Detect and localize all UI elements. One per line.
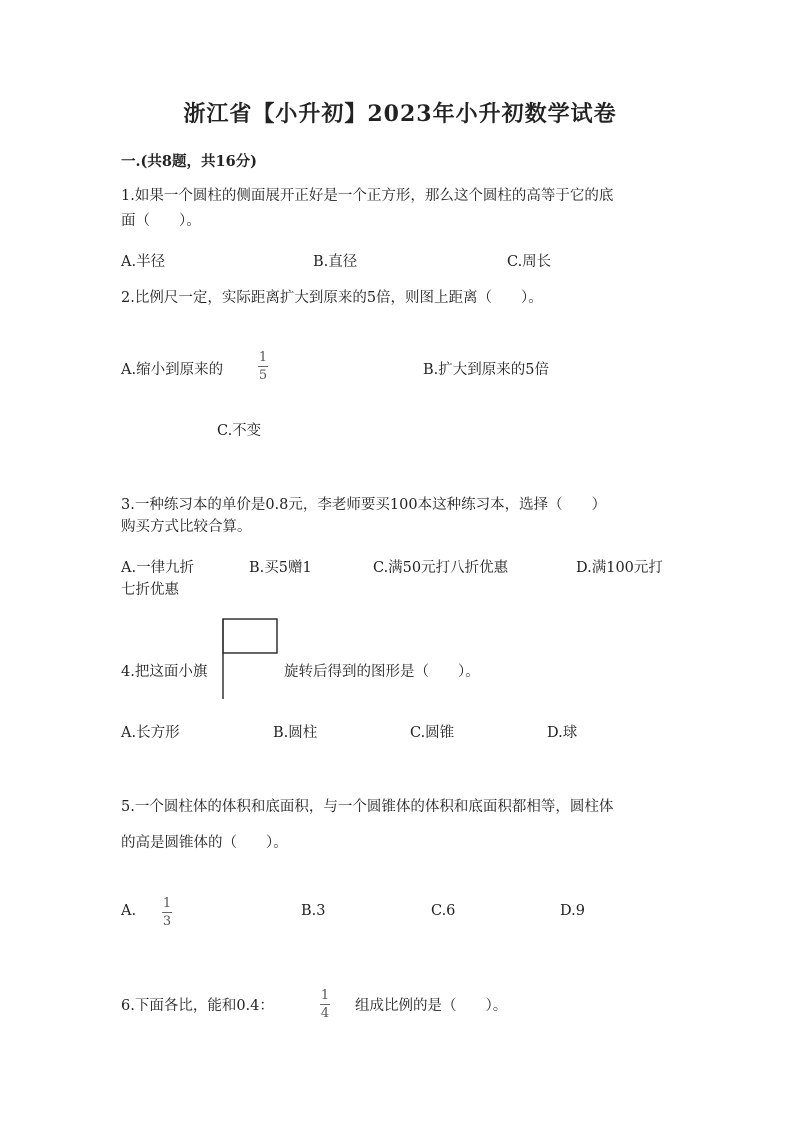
q5-stem-line2: 的高是圆锥体的（ ）。 (121, 835, 288, 851)
q2-option-a-fraction (255, 351, 271, 382)
q1-stem-line2: 面（ ）。 (121, 213, 201, 229)
q6-stem-suffix: 组成比例的是（ ）。 (355, 998, 508, 1014)
q4-option-a: A.长方形 (121, 725, 180, 741)
fraction-numerator: 1 (258, 350, 268, 365)
q2-option-b: B.扩大到原来的5倍 (423, 362, 549, 378)
page-title: 浙江省【小升初】2023年小升初数学试卷 (183, 101, 617, 127)
q4-stem-prefix: 4.把这面小旗 (121, 664, 208, 680)
q4-option-b: B.圆柱 (273, 725, 318, 741)
fraction-bar (162, 912, 172, 913)
q5-option-b: B.3 (301, 903, 326, 919)
q5-option-a: A. (121, 903, 137, 919)
q5-option-a-fraction (159, 897, 175, 928)
q3-stem-line2: 购买方式比较合算。 (121, 519, 252, 535)
fraction-denominator: 4 (320, 1006, 330, 1021)
q1-stem-line1: 1.如果一个圆柱的侧面展开正好是一个正方形，那么这个圆柱的高等于它的底 (121, 188, 614, 204)
q4-option-d: D.球 (547, 725, 578, 741)
q4-stem-suffix: 旋转后得到的图形是（ ）。 (284, 664, 480, 680)
q3-stem-line1: 3.一种练习本的单价是0.8元，李老师要买100本这种练习本，选择（ ） (121, 497, 607, 513)
q6-fraction (317, 989, 333, 1020)
fraction-numerator: 1 (320, 988, 330, 1003)
section-heading: 一.(共8题，共16分) (121, 153, 258, 170)
q2-stem: 2.比例尺一定，实际距离扩大到原来的5倍，则图上距离（ ）。 (121, 290, 543, 306)
q1-option-b: B.直径 (313, 254, 358, 270)
fraction-denominator: 3 (162, 914, 172, 929)
q3-option-d-continued: 七折优惠 (121, 582, 179, 598)
q2-option-c: C.不变 (217, 423, 262, 439)
q3-option-b: B.买5赠1 (249, 560, 312, 576)
q4-option-c: C.圆锥 (410, 725, 455, 741)
q1-option-a: A.半径 (121, 254, 166, 270)
q5-option-d: D.9 (560, 903, 585, 919)
fraction-numerator: 1 (162, 896, 172, 911)
q3-option-d: D.满100元打 (576, 560, 663, 576)
q5-stem-line1: 5.一个圆柱体的体积和底面积，与一个圆锥体的体积和底面积都相等，圆柱体 (121, 799, 614, 815)
flag-cloth (223, 619, 277, 653)
fraction-bar (258, 366, 268, 367)
q3-option-c: C.满50元打八折优惠 (373, 560, 509, 576)
q1-option-c: C.周长 (507, 254, 552, 270)
q2-option-a: A.缩小到原来的 (121, 362, 224, 378)
flag-figure (218, 617, 282, 701)
fraction-bar (320, 1004, 330, 1005)
q5-option-c: C.6 (431, 903, 456, 919)
q3-option-a: A.一律九折 (121, 560, 195, 576)
q6-stem-prefix: 6.下面各比，能和0.4： (121, 998, 274, 1014)
fraction-denominator: 5 (258, 368, 268, 383)
